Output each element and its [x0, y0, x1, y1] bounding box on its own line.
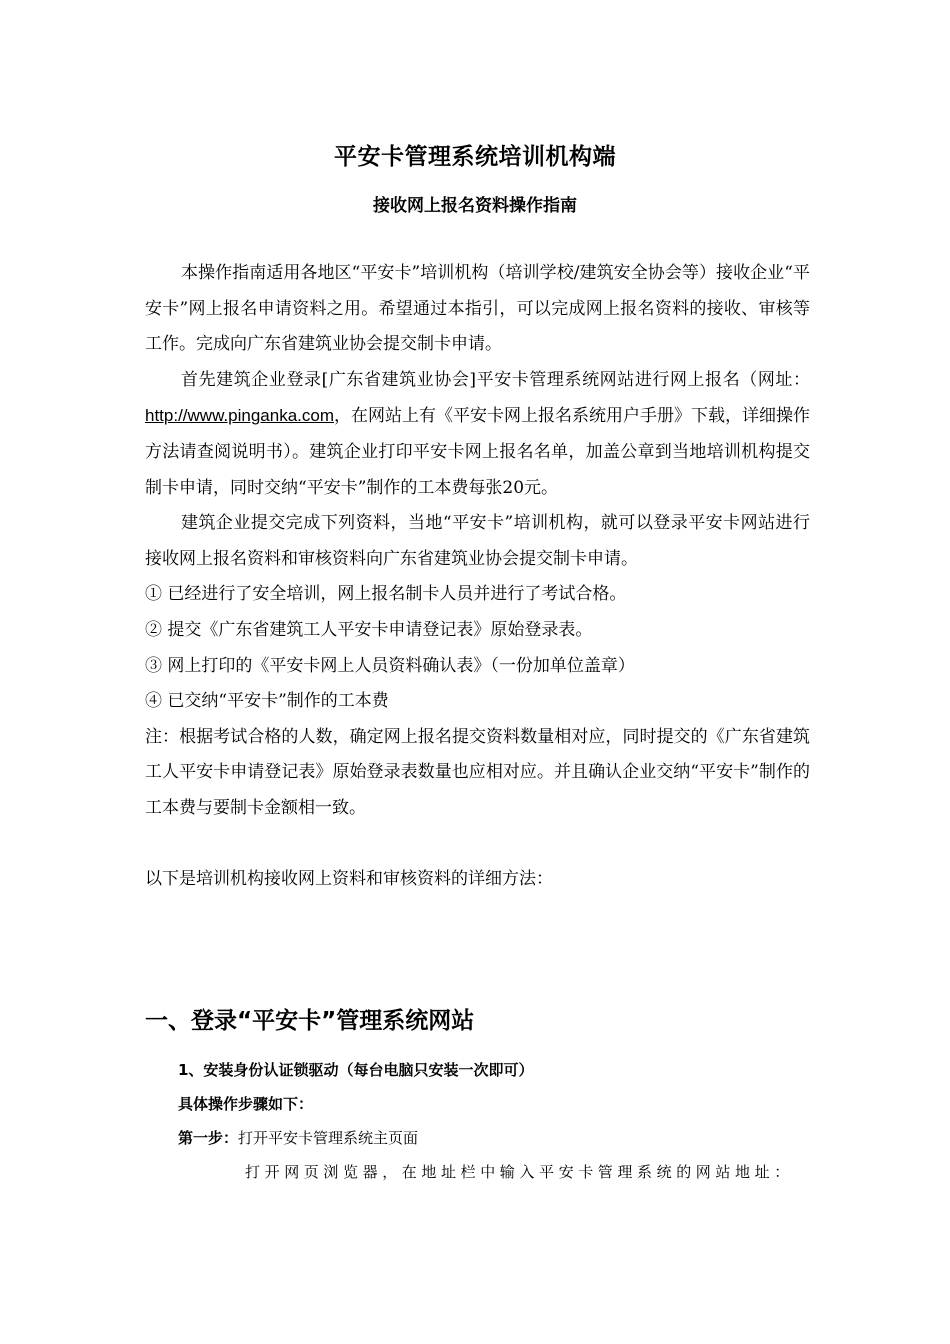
list-item: ① 已经进行了安全培训，网上报名制卡人员并进行了考试合格。 — [145, 584, 627, 605]
note-paragraph: 注：根据考试合格的人数，确定网上报名提交资料数量相对应，同时提交的《广东省建筑工人平安卡申请登记表》原始登录表数量也应相对应。并且确认企业交纳“平安卡”制作的工本费与要制卡金额相一致。 — [145, 726, 810, 818]
step-detail: 打开网页浏览器，在地址栏中输入平安卡管理系统的网站地址： — [245, 1163, 794, 1181]
intro-paragraph: 本操作指南适用各地区“平安卡”培训机构（培训学校/建筑安全协会等）接收企业“平安卡”网上报名申请资料之用。希望通过本指引，可以完成网上报名资料的接收、审核等工作。完成向广东省建筑业协会提交制卡申请。 — [145, 263, 810, 355]
blank-line — [145, 827, 810, 863]
step-label: 第一步： — [178, 1129, 239, 1147]
document-body — [145, 256, 810, 898]
install-driver-heading: 1、安装身份认证锁驱动（每台电脑只安装一次即可） — [178, 1061, 534, 1079]
step-text: 打开平安卡管理系统主页面 — [238, 1129, 419, 1147]
section-heading: 一、登录“平安卡”管理系统网站 — [145, 1008, 475, 1034]
list-item: ④ 已交纳“平安卡”制作的工本费 — [145, 691, 389, 712]
registration-paragraph — [145, 363, 810, 506]
website-link[interactable]: http://www.pinganka.com — [145, 406, 334, 426]
document-title: 平安卡管理系统培训机构端 — [334, 143, 616, 170]
methods-intro: 以下是培训机构接收网上资料和审核资料的详细方法： — [145, 869, 553, 890]
steps-heading: 具体操作步骤如下： — [178, 1095, 314, 1113]
registration-text-before-link: 首先建筑企业登录[广东省建筑业协会]平安卡管理系统网站进行网上报名（网址： — [181, 369, 810, 390]
list-item: ③ 网上打印的《平安卡网上人员资料确认表》（一份加单位盖章） — [145, 655, 635, 676]
submission-paragraph: 建筑企业提交完成下列资料，当地“平安卡”培训机构，就可以登录平安卡网站进行接收网上报名资料和审核资料向广东省建筑业协会提交制卡申请。 — [145, 513, 810, 569]
list-item: ② 提交《广东省建筑工人平安卡申请登记表》原始登录表。 — [145, 619, 593, 640]
step-one — [178, 1127, 418, 1148]
document-subtitle: 接收网上报名资料操作指南 — [373, 196, 577, 216]
registration-text-after-link: ，在网站上有《平安卡网上报名系统用户手册》下载，详细操作方法请查阅说明书）。建筑企业打印平安卡网上报名名单，加盖公章到当地培训机构提交制卡申请，同时交纳“平安卡”制作的工本费每张20元。 — [145, 406, 810, 498]
